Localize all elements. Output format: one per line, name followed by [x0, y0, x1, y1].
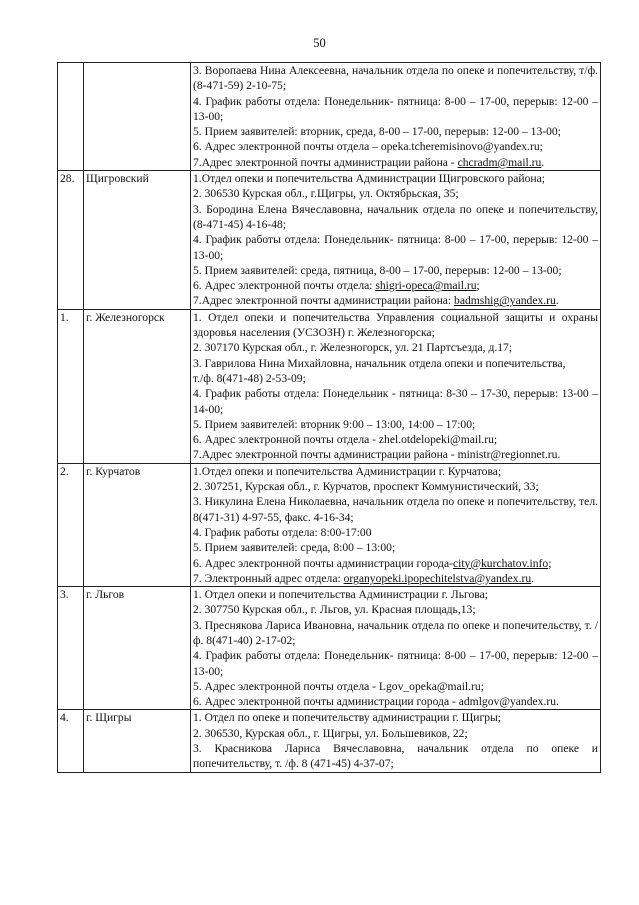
detail-text: 6. Адрес электронной почты отдела: — [193, 279, 376, 293]
detail-text: 7.Адрес электронной почты администрации района: — [193, 294, 455, 308]
detail-line: 6. Адрес электронной почты администрации города - admlgov@yandex.ru. — [193, 695, 559, 709]
detail-line: 3. Бородина Елена Вячеславовна, начальник отдела по опеке и попечительству, (8-471-45) 4-16-48; — [193, 202, 598, 231]
row-number: 2. — [58, 463, 84, 586]
detail-line: 3. Красникова Лариса Вячеславовна, начальник отдела по опеке и попечительству, т. /ф. 8 (471-45) 4-37-07; — [193, 742, 598, 771]
email-link[interactable]: shigri-opeca@mail.ru — [375, 279, 477, 293]
detail-line: 2. 307750 Курская обл., г. Льгов, ул. Красная площадь,13; — [193, 603, 476, 617]
district-name — [84, 63, 191, 171]
detail-text-end: ; — [476, 279, 480, 293]
table-row — [58, 171, 601, 310]
district-name: г. Льгов — [84, 587, 191, 710]
detail-line: 3. Воропаева Нина Алексеевна, начальник отдела по опеке и попечительству, т/ф. (8-471-59) 2-10-75; — [193, 64, 598, 93]
row-number: 3. — [58, 587, 84, 710]
table-body — [58, 63, 601, 773]
detail-line: 1. Отдел опеки и попечительства Управления социальной защиты и охраны здоровья населения (УСЗОЗН) г. Железногорска; — [193, 310, 598, 340]
detail-line — [193, 571, 598, 586]
detail-line — [193, 278, 598, 293]
detail-text: 7.Адрес электронной почты администрации района - — [193, 155, 458, 169]
detail-line: 2. 307170 Курская обл., г. Железногорск, ул. 21 Партсъезда, д.17; — [193, 341, 513, 355]
detail-text-end: ; — [548, 556, 552, 570]
contact-details — [191, 463, 601, 586]
detail-line: 3. Гаврилова Нина Михайловна, начальник отдела опеки и попечительства, — [193, 356, 566, 370]
detail-line: 5. Прием заявителей: среда, пятница, 8-00 – 17-00, перерыв: 12-00 – 13-00; — [193, 263, 562, 277]
detail-line: 4. График работы отдела: Понедельник- пятница: 8-00 – 17-00, перерыв: 12-00 – 13-00; — [193, 233, 598, 262]
detail-line: 2. 307251, Курская обл., г. Курчатов, проспект Коммунистический, 33; — [193, 480, 539, 494]
detail-line: 5. Прием заявителей: среда, 8:00 – 13:00; — [193, 541, 396, 555]
contact-details — [191, 171, 601, 310]
detail-text-end: . — [531, 571, 535, 585]
detail-line: 7.Адрес электронной почты администрации района - ministr@regionnet.ru. — [193, 448, 561, 462]
detail-line — [193, 155, 598, 170]
contact-details — [191, 309, 601, 463]
detail-line: 5. Адрес электронной почты отдела - Lgov_opeka@mail.ru; — [193, 679, 484, 693]
detail-line: 5. Прием заявителей: вторник, среда, 8-00 – 17-00, перерыв: 12-00 – 13-00; — [193, 125, 561, 139]
table-row — [58, 463, 601, 586]
table-row — [58, 587, 601, 710]
email-link[interactable]: badmshig@yandex.ru — [454, 294, 556, 308]
detail-line: 3. Никулина Елена Николаевна, начальник отдела по опеке и попечительству, тел. 8(471-31) 4-97-55, факс. 4-16-34; — [193, 495, 598, 524]
detail-line — [193, 556, 598, 571]
detail-text-end: . — [541, 155, 545, 169]
email-link[interactable]: organyopeki.ipopechitelstva@yandex.ru — [343, 571, 532, 585]
detail-line: 4. График работы отдела: Понедельник- пятница: 8-00 – 17-00, перерыв: 12-00 – 13-00; — [193, 649, 598, 678]
contact-details — [191, 587, 601, 710]
district-name: г. Железногорск — [84, 309, 191, 463]
row-number: 4. — [58, 710, 84, 772]
contact-details — [191, 63, 601, 171]
detail-line: 4. График работы отдела: Понедельник- пятница: 8-00 – 17-00, перерыв: 12-00 – 13-00; — [193, 94, 598, 123]
detail-line: т./ф. 8(471-48) 2-53-09; — [193, 371, 306, 385]
contact-details — [191, 710, 601, 772]
row-number: 28. — [58, 171, 84, 310]
detail-line: 6. Адрес электронной почты отдела - zhel.otdelopeki@mail.ru; — [193, 433, 498, 447]
page-number: 50 — [313, 36, 326, 50]
detail-line: 1. Отдел по опеке и попечительству администрации г. Щигры; — [193, 711, 502, 725]
email-link[interactable]: chcradm@mail.ru — [457, 155, 542, 169]
email-link[interactable]: city@kurchatov.info — [452, 556, 549, 570]
row-number — [58, 63, 84, 171]
district-name: г. Курчатов — [84, 463, 191, 586]
district-name: Щигровский — [84, 171, 191, 310]
detail-line: 4. График работы отдела: Понедельник - пятница: 8-30 – 17-30, перерыв: 13-00 – 14-00; — [193, 387, 598, 416]
detail-line: 3. Преснякова Лариса Ивановна, начальник отдела по опеке и попечительству, т. /ф. 8(471-40) 2-17-02; — [193, 618, 598, 647]
detail-text-end: . — [555, 294, 559, 308]
table-row — [58, 63, 601, 171]
detail-line: 1.Отдел опеки и попечительства Администрации Щигровского района; — [193, 172, 546, 186]
detail-text: 7. Электронный адрес отдела: — [193, 571, 344, 585]
detail-line — [193, 293, 598, 308]
detail-line: 5. Прием заявителей: вторник 9:00 – 13:00, 14:00 – 17:00; — [193, 417, 476, 431]
row-number: 1. — [58, 309, 84, 463]
detail-line: 2. 306530, Курская обл., г. Щигры, ул. Большевиков, 22; — [193, 726, 468, 740]
detail-line: 1. Отдел опеки и попечительства Администрации г. Льгова; — [193, 588, 488, 602]
detail-text: 6. Адрес электронной почты администрации города- — [193, 556, 453, 570]
detail-line: 1.Отдел опеки и попечительства Администрации г. Курчатова; — [193, 464, 502, 478]
detail-line: 6. Адрес электронной почты отдела – opeka.tcheremisinovo@yandex.ru; — [193, 140, 543, 154]
guardianship-contacts-table — [57, 62, 601, 773]
table-row — [58, 309, 601, 463]
detail-line: 2. 306530 Курская обл., г.Щигры, ул. Октябрьская, 35; — [193, 187, 459, 201]
detail-line: 4. График работы отдела: 8:00-17:00 — [193, 525, 372, 539]
table-row — [58, 710, 601, 772]
district-name: г. Щигры — [84, 710, 191, 772]
